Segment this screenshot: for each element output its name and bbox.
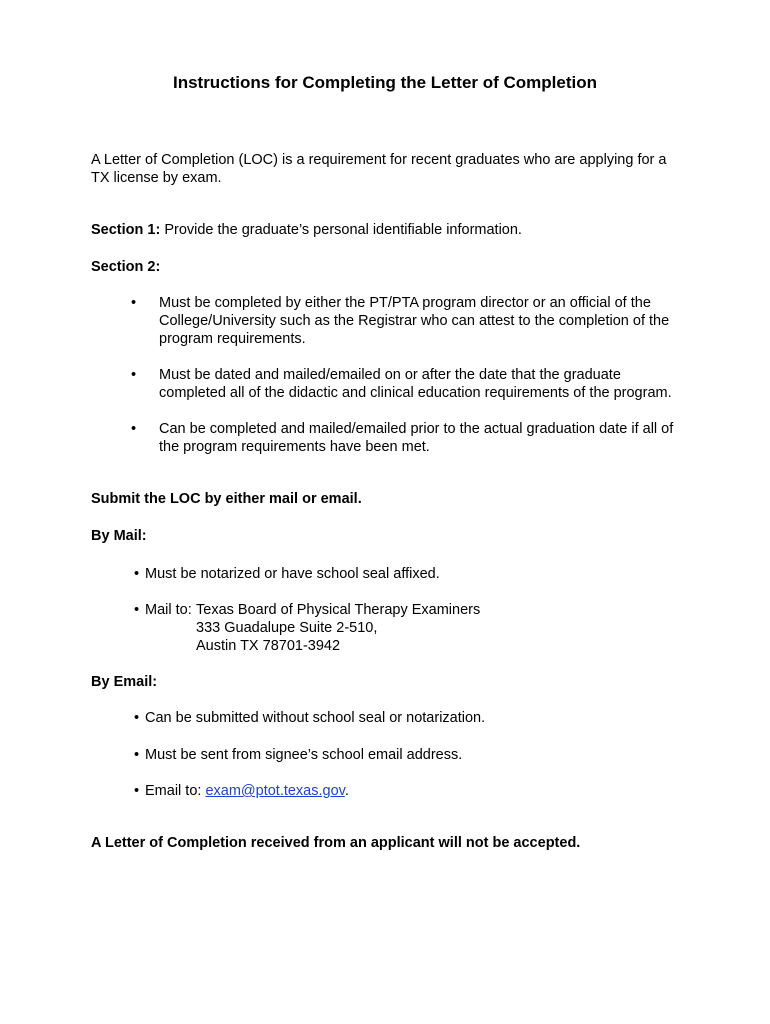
intro-paragraph <box>91 151 666 187</box>
bullet-icon: • <box>134 602 140 618</box>
section-2-bullet-1 <box>131 294 669 348</box>
bullet-icon: • <box>131 295 137 311</box>
email-bullet-no-seal-text: Can be submitted without school seal or notarization. <box>145 710 486 726</box>
bullet-icon: • <box>134 747 140 763</box>
bullet-icon: • <box>131 367 137 383</box>
email-bullet-no-seal <box>134 709 485 727</box>
section-2-bullet-3-line-2: the program requirements have been met. <box>159 439 430 455</box>
bullet-icon: • <box>134 710 140 726</box>
email-bullet-school-email-text: Must be sent from signee’s school email address. <box>145 747 463 763</box>
section-1-label: Section 1: <box>91 222 161 238</box>
section-2-bullet-3 <box>131 420 673 456</box>
email-address-link[interactable]: exam@ptot.texas.gov <box>205 783 345 799</box>
section-1 <box>91 221 522 239</box>
section-2-bullet-2-line-1: Must be dated and mailed/emailed on or after the date that the graduate <box>159 367 621 383</box>
address-line-2: 333 Guadalupe Suite 2-510, <box>196 620 378 636</box>
address-line-3: Austin TX 78701-3942 <box>196 638 341 654</box>
mailing-address <box>196 601 480 655</box>
by-email-label: By Email: <box>91 674 158 690</box>
section-1-text: Provide the graduate’s personal identifiable information. <box>164 222 522 238</box>
section-2-bullet-1-line-3: program requirements. <box>159 331 306 347</box>
bullet-icon: • <box>134 783 140 799</box>
final-note: A Letter of Completion received from an applicant will not be accepted. <box>91 835 581 851</box>
bullet-icon: • <box>131 421 137 437</box>
email-to-label: Email to: <box>145 783 202 799</box>
mail-bullet-notarized-text: Must be notarized or have school seal affixed. <box>145 566 440 582</box>
submit-heading: Submit the LOC by either mail or email. <box>91 491 362 507</box>
intro-line-2: TX license by exam. <box>91 170 222 186</box>
address-line-1: Texas Board of Physical Therapy Examiners <box>196 602 481 618</box>
section-2-label: Section 2: <box>91 259 161 275</box>
email-bullet-school-email <box>134 746 462 764</box>
email-suffix: . <box>344 783 349 799</box>
section-2-bullet-2-line-2: completed all of the didactic and clinical education requirements of the program. <box>159 385 672 401</box>
section-2-bullet-1-line-2: College/University such as the Registrar who can attest to the completion of the <box>159 313 670 329</box>
by-mail-label: By Mail: <box>91 528 147 544</box>
section-2-bullet-2 <box>131 366 672 402</box>
intro-line-1: A Letter of Completion (LOC) is a requirement for recent graduates who are applying for a <box>91 152 667 168</box>
page-title: Instructions for Completing the Letter of Completion <box>172 73 598 92</box>
bullet-icon: • <box>134 566 140 582</box>
section-2-bullet-1-line-1: Must be completed by either the PT/PTA program director or an official of the <box>159 295 651 311</box>
mail-to-label: Mail to: <box>145 602 192 618</box>
mail-to-bullet <box>134 601 192 619</box>
section-2-bullet-3-line-1: Can be completed and mailed/emailed prior to the actual graduation date if all of <box>159 421 674 437</box>
email-to-bullet <box>134 782 349 800</box>
mail-bullet-notarized <box>134 565 440 583</box>
